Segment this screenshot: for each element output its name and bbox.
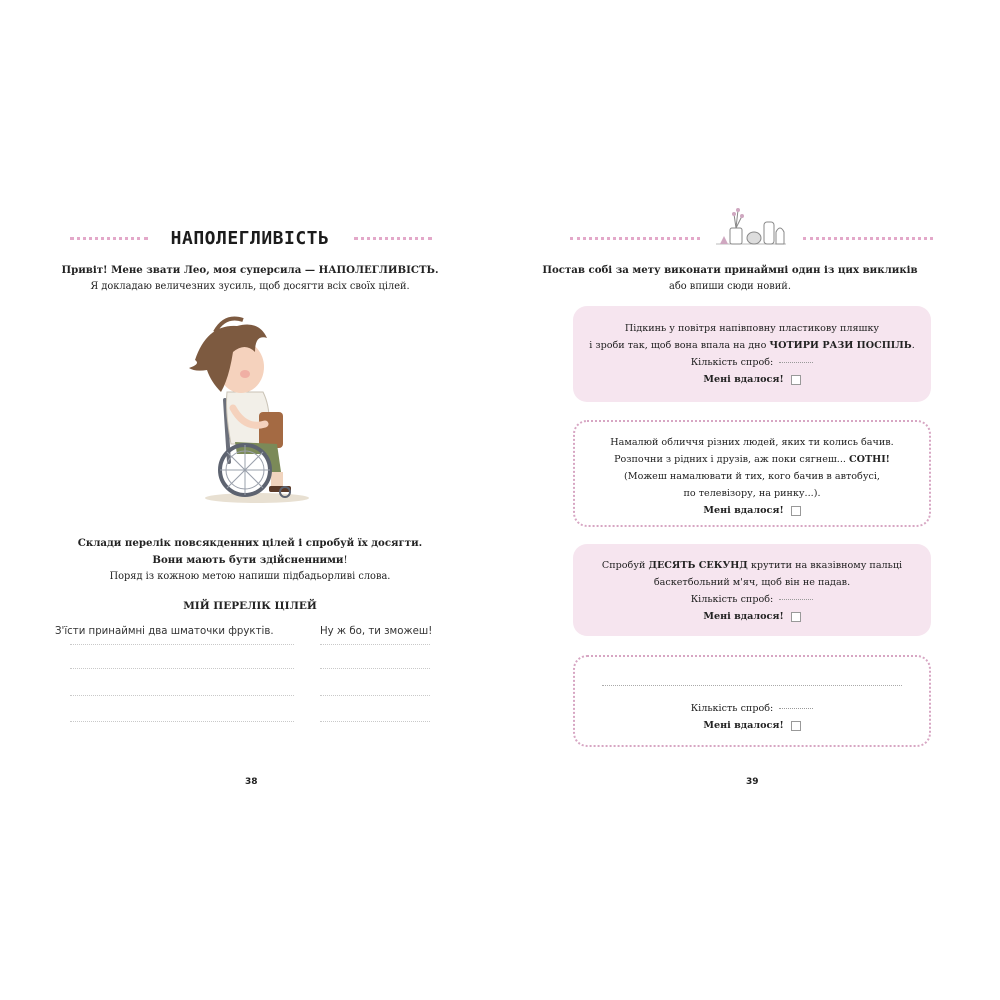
attempts-label: Кількість спроб: [690, 357, 774, 368]
challenge-1-line-2-start: і зроби так, щоб вона впала на дно [589, 340, 770, 351]
cheer-row-1[interactable] [320, 626, 433, 645]
challenge-1-attempts [573, 354, 931, 371]
challenge-subheading: або впиши сюди новий. [669, 281, 791, 292]
instruction-line-2-end: ! [343, 555, 348, 566]
cheer-row-3[interactable] [320, 677, 430, 696]
success-label: Мені вдалося! [703, 505, 784, 516]
cheer-row-4[interactable] [320, 703, 430, 722]
challenge-2-line-4: по телевізору, на ринку...). [683, 488, 821, 499]
page-number-right: 39 [746, 777, 759, 787]
goals-list-title: МІЙ ПЕРЕЛІК ЦІЛЕЙ [183, 600, 317, 612]
attempts-field[interactable] [779, 708, 813, 709]
challenge-1-emphasis: ЧОТИРИ РАЗИ ПОСПІЛЬ [769, 340, 912, 351]
attempts-field[interactable] [779, 599, 813, 600]
success-label: Мені вдалося! [703, 611, 784, 622]
challenge-1-success [573, 371, 931, 388]
title-dots-left [70, 237, 148, 240]
success-label: Мені вдалося! [703, 374, 784, 385]
challenge-card-1 [573, 306, 931, 402]
challenge-3-attempts [573, 591, 931, 608]
success-checkbox[interactable] [791, 612, 801, 622]
instruction-line-2 [40, 552, 460, 569]
still-life-illustration [714, 206, 788, 248]
challenge-1-line-1: Підкинь у повітря напівповну пластикову пляшку [624, 323, 880, 334]
custom-attempts [575, 700, 929, 717]
intro-regular: Я докладаю величезних зусиль, щоб досягти всіх своїх цілей. [90, 281, 410, 292]
challenge-2-line-1: Намалюй обличчя різних людей, яких ти колись бачив. [610, 437, 894, 448]
intro-bold: Привіт! Мене звати Лео, моя суперсила — НАПОЛЕГЛИВІСТЬ. [61, 264, 439, 276]
challenge-2-emphasis: СОТНІ! [849, 454, 890, 465]
challenge-card-2 [573, 420, 931, 527]
title-dots-right [354, 237, 432, 240]
goal-row-4[interactable] [70, 703, 294, 722]
instruction-line-2-bold: Вони мають бути здійсненними [152, 554, 344, 566]
goal-example-text: З'їсти принаймні два шматочки фруктів. [55, 626, 274, 637]
challenge-3-line-2: баскетбольний м'яч, щоб він не падав. [653, 577, 851, 588]
challenge-2-success [575, 502, 929, 519]
challenge-heading: Постав собі за мету виконати принаймні один із цих викликів [542, 264, 918, 276]
custom-challenge-line[interactable] [602, 685, 902, 686]
custom-challenge-card [573, 655, 931, 747]
challenge-2-line-2 [575, 451, 929, 468]
attempts-field[interactable] [779, 362, 813, 363]
attempts-label: Кількість спроб: [690, 703, 774, 714]
cheer-row-2[interactable] [320, 650, 430, 669]
page-number-left: 38 [245, 777, 258, 787]
instruction-line-1: Склади перелік повсякденних цілей і спробуй їх досягти. [77, 537, 423, 549]
page-title: НАПОЛЕГЛИВІСТЬ [170, 228, 330, 249]
header-dots-left [570, 237, 700, 240]
custom-success [575, 717, 929, 734]
success-checkbox[interactable] [791, 506, 801, 516]
success-checkbox[interactable] [791, 375, 801, 385]
challenge-1-line-2-end: . [911, 340, 915, 351]
goal-row-2[interactable] [70, 650, 294, 669]
goal-row-3[interactable] [70, 677, 294, 696]
challenge-3-line-1 [573, 557, 931, 574]
challenge-2-line-2-start: Розпочни з рідних і друзів, аж поки сягнеш... [614, 454, 849, 465]
challenge-3-success [573, 608, 931, 625]
challenge-card-3 [573, 544, 931, 636]
instruction-line-3: Поряд із кожною метою напиши підбадьорливі слова. [109, 571, 391, 582]
attempts-label: Кількість спроб: [690, 594, 774, 605]
header-dots-right [803, 237, 933, 240]
goal-row-1[interactable] [55, 626, 294, 645]
success-checkbox[interactable] [791, 721, 801, 731]
challenge-3-line-1-end: крутити на вказівному пальці [747, 560, 903, 571]
challenge-3-line-1-start: Спробуй [601, 560, 649, 571]
leo-wheelchair-illustration [185, 312, 315, 507]
challenge-2-line-3: (Можеш намалювати й тих, кого бачив в автобусі, [624, 471, 880, 482]
success-label: Мені вдалося! [703, 720, 784, 731]
challenge-3-emphasis: ДЕСЯТЬ СЕКУНД [648, 560, 748, 571]
cheer-example-text: Ну ж бо, ти зможеш! [320, 626, 433, 637]
challenge-1-line-2 [573, 337, 931, 354]
